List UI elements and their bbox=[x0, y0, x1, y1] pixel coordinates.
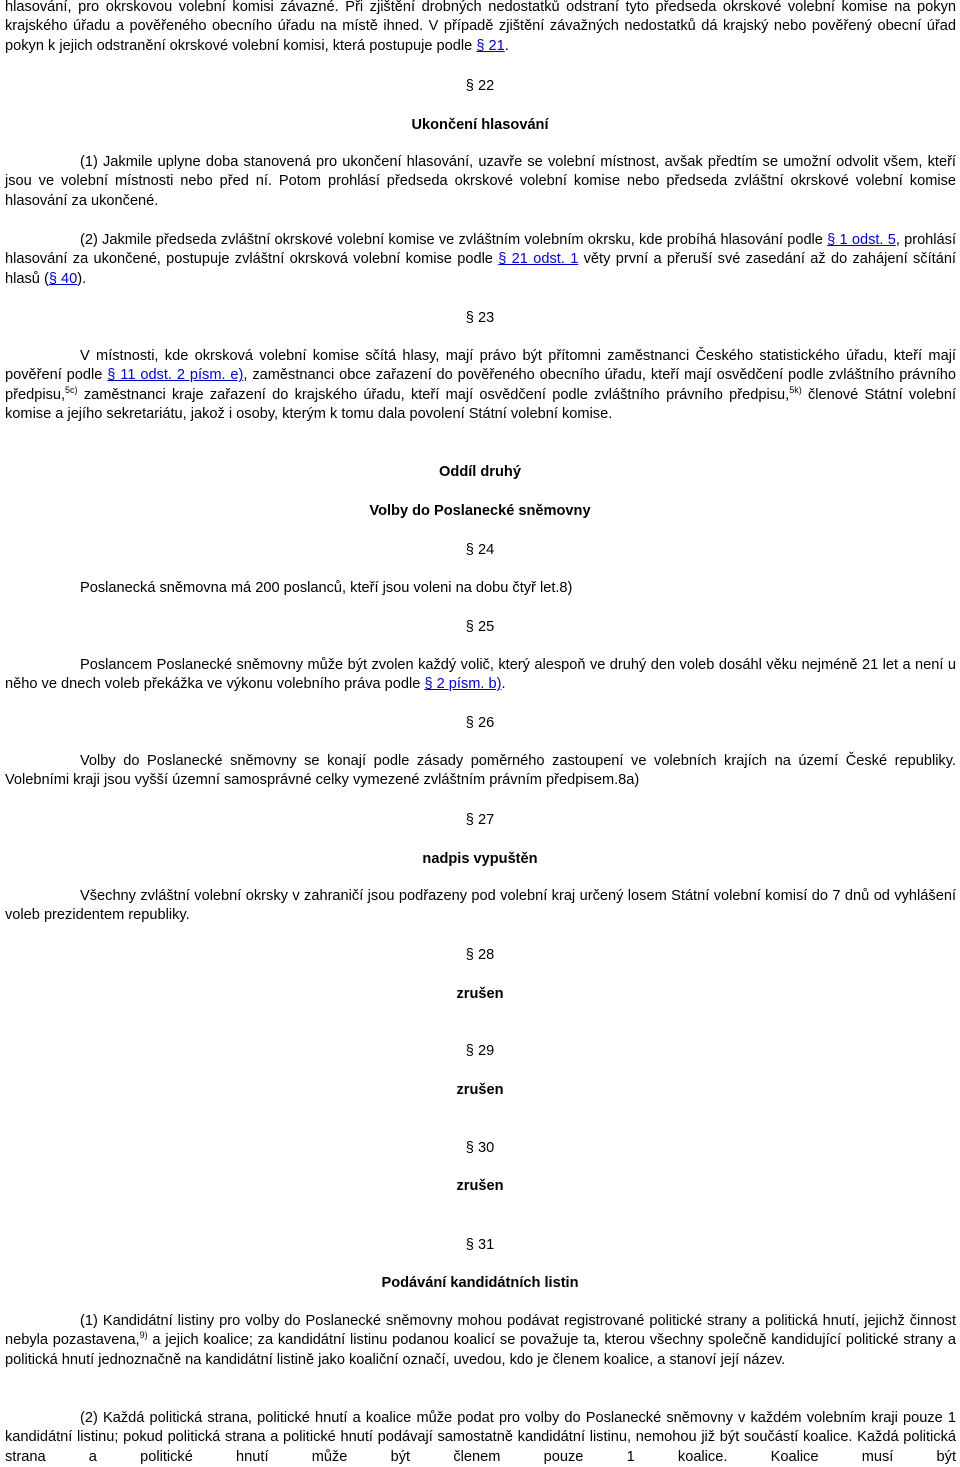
section-29-title: zrušen bbox=[456, 1082, 504, 1098]
section-30-heading: § 30 bbox=[465, 1140, 495, 1156]
link-section-21-odst-1[interactable]: § 21 odst. 1 bbox=[498, 251, 579, 268]
section-31-paragraph-2: (2) Každá politická strana, politické hnutí a koalice může podat pro volby do Poslanecké sněmovny v každém volebním kraji pouze 1 kandidátní listinu; pokud politická strana a politické hnutí podávají samostatně kandidátní listinu, nemohou již být součástí koalice. Každá politická strana a politické hnutí může být členem pouze 1 koalice. Koalice musí být bbox=[5, 1410, 956, 1465]
section-30-title: zrušen bbox=[456, 1178, 504, 1194]
section-31-paragraph-1: (1) Kandidátní listiny pro volby do Poslanecké sněmovny mohou podávat registrované politické strany a politická hnutí, jejichž činnost nebyla pozastavena,$^{9)}$ a jejich koalice; za kandidátní listinu podanou koalicí se považuje ta, kterou všechny společně kandidující politické strany a politická hnutí jednoznačně na kandidátní listině jako koaliční označí, uvedou, kdo je členem koalice, a stanoví její název. bbox=[5, 1313, 957, 1368]
section-25-heading: § 25 bbox=[465, 619, 495, 635]
section-25-paragraph: Poslancem Poslanecké sněmovny může být zvolen každý volič, který alespoň ve druhý den voleb dosáhl věku nejméně 21 let a není u něho ve dnech voleb překážka ve výkonu volebního práva podle § 2 písm. b). bbox=[5, 657, 956, 693]
section-23-paragraph: V místnosti, kde okrsková volební komise sčítá hlasy, mají právo být přítomni zaměstnanci Českého statistického úřadu, kteří mají pověření podle § 11 odst. 2 písm. e), zaměstnanci obce zařazení do pověřeného obecního úřadu, kteří mají osvědčení podle zvláštního právního předpisu,$^{5c)}$ zaměstnanci kraje zařazení do krajského úřadu, kteří mají osvědčení podle zvláštního právního předpisu,$^{5k)}$ členové Státní volební komise a jejího sekretariátu, jakož i osoby, kterým k tomu dala povolení Státní volební komise. bbox=[5, 348, 956, 423]
intro-paragraph: hlasování, pro okrskovou volební komisi závazné. Při zjištění drobných nedostatků odstraní tyto předseda okrskové volební komise na pokyn krajského úřadu a pověřeného obecního úřadu na místě ihned. V případě zjištění závažných nedostatků dá krajský nebo pověřený obecní úřad pokyn k jejich odstranění okrskové volební komisi, která postupuje podle § 21. bbox=[5, 0, 956, 54]
section-24-paragraph: Poslanecká sněmovna má 200 poslanců, kteří jsou voleni na dobu čtyř let.8) bbox=[80, 580, 573, 596]
division-subtitle: Volby do Poslanecké sněmovny bbox=[369, 503, 591, 519]
footnote-ref-5c: 5c) bbox=[65, 384, 78, 395]
section-23-heading: § 23 bbox=[465, 310, 495, 326]
section-31-heading: § 31 bbox=[465, 1237, 495, 1253]
section-28-title: zrušen bbox=[456, 986, 504, 1002]
section-22-paragraph-1: (1) Jakmile uplyne doba stanovená pro ukončení hlasování, uzavře se volební místnost, avšak předtím se umožní odvolit všem, kteří jsou ve volební místnosti nebo před ní. Potom prohlásí předseda okrskové volební komise nebo předseda zvláštní okrskové volební komise hlasování za ukončené. bbox=[5, 154, 956, 209]
link-section-11-odst-2-pism-e[interactable]: § 11 odst. 2 písm. e) bbox=[107, 367, 244, 384]
section-22-heading: § 22 bbox=[465, 78, 495, 94]
section-27-title: nadpis vypuštěn bbox=[422, 851, 538, 867]
section-31-title: Podávání kandidátních listin bbox=[381, 1275, 579, 1291]
section-22-paragraph-2: (2) Jakmile předseda zvláštní okrskové volební komise ve zvláštním volebním okrsku, kde probíhá hlasování podle § 1 odst. 5, prohlásí hlasování za ukončené, postupuje zvláštní okrsková volební komise podle § 21 odst. 1 věty první a přeruší své zasedání až do zahájení sčítání hlasů (§ 40). bbox=[5, 232, 957, 287]
section-26-paragraph: Volby do Poslanecké sněmovny se konají podle zásady poměrného zastoupení ve volebních krajích na území České republiky. Volebními kraji jsou vyšší územní samosprávné celky vymezené zvláštním právním předpisem.8a) bbox=[5, 753, 956, 789]
footnote-ref-9: 9) bbox=[139, 1330, 148, 1341]
section-29-heading: § 29 bbox=[465, 1043, 495, 1059]
division-title: Oddíl druhý bbox=[439, 464, 521, 480]
link-section-1-odst-5[interactable]: § 1 odst. 5 bbox=[827, 232, 896, 248]
section-28-heading: § 28 bbox=[465, 947, 495, 963]
section-27-heading: § 27 bbox=[465, 812, 495, 828]
link-section-2-pism-b[interactable]: § 2 písm. b) bbox=[424, 676, 502, 693]
link-section-21[interactable]: § 21 bbox=[476, 37, 505, 54]
section-22-title: Ukončení hlasování bbox=[411, 117, 549, 133]
section-27-paragraph: Všechny zvláštní volební okrsky v zahraničí jsou podřazeny pod volební kraj určený losem Státní volební komisí do 7 dnů od vyhlášení voleb prezidentem republiky. bbox=[5, 888, 956, 924]
link-section-40[interactable]: § 40 bbox=[48, 270, 78, 287]
footnote-ref-5k: 5k) bbox=[789, 384, 802, 395]
section-24-heading: § 24 bbox=[465, 542, 495, 558]
section-26-heading: § 26 bbox=[465, 715, 495, 731]
